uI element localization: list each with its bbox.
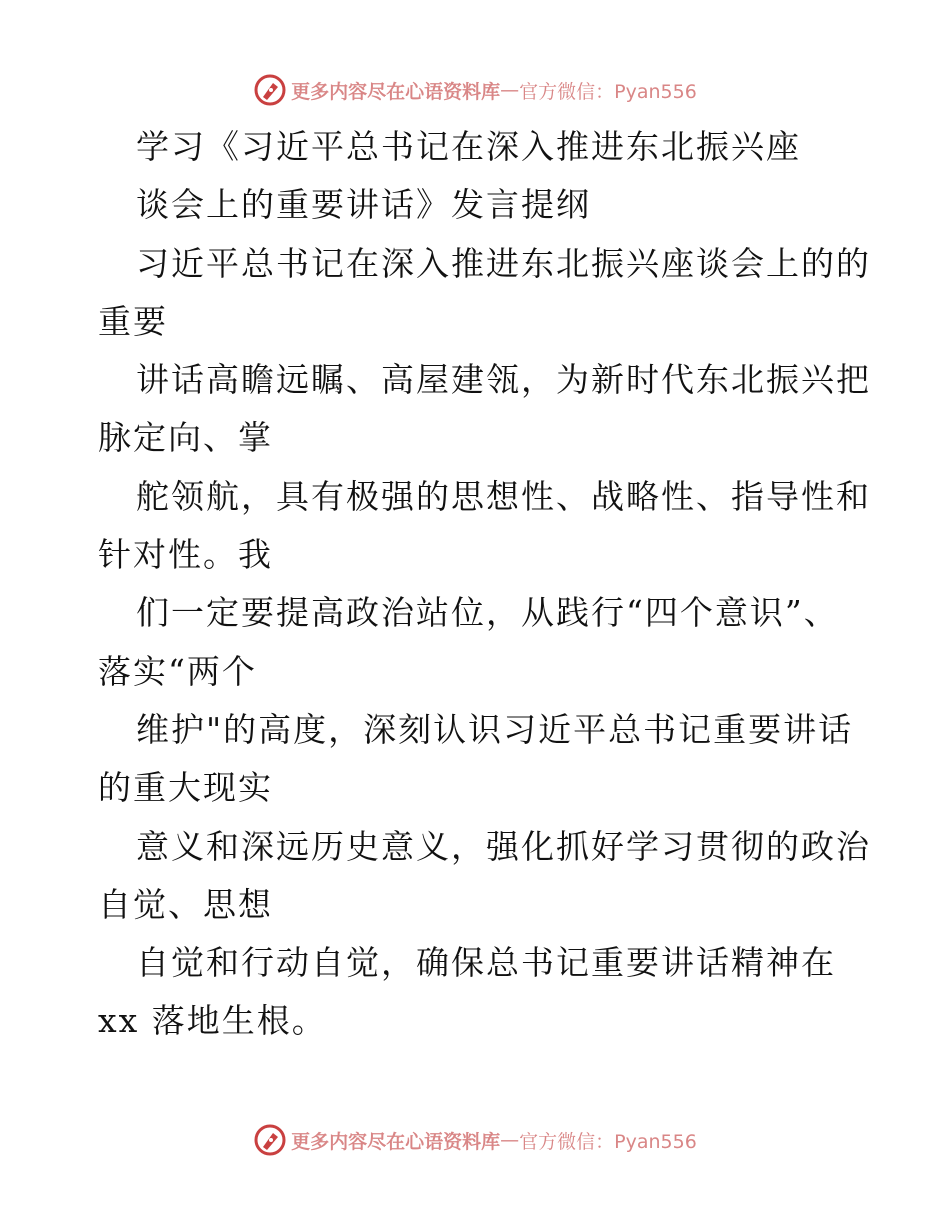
header-watermark-banner xyxy=(0,70,950,110)
pen-nib-logo-icon xyxy=(253,1123,287,1157)
banner-dash: — xyxy=(500,1129,520,1151)
paragraph-line: 舵领航，具有极强的思想性、战略性、指导性和 xyxy=(136,476,871,516)
pen-nib-logo-icon xyxy=(253,73,287,107)
paragraph-line: 习近平总书记在深入推进东北振兴座谈会上的的 xyxy=(136,243,871,283)
paragraph-line: 维护"的高度，深刻认识习近平总书记重要讲话 xyxy=(136,709,854,749)
paragraph-line: xx 落地生根。 xyxy=(98,1001,327,1041)
banner-wechat-text: 官方微信：Pyan556 xyxy=(519,80,697,103)
paragraph-line: 讲话高瞻远瞩、高屋建瓴，为新时代东北振兴把 xyxy=(136,360,871,400)
paragraph-line: 针对性。我 xyxy=(98,535,273,575)
paragraph-line: 意义和深远历史意义，强化抓好学习贯彻的政治 xyxy=(136,826,871,866)
banner-wechat-text: 官方微信：Pyan556 xyxy=(519,1130,697,1153)
document-body xyxy=(98,118,871,1051)
paragraph-line: 自觉、思想 xyxy=(98,884,273,924)
banner-main-text: 更多内容尽在心语资料库 xyxy=(291,80,501,103)
banner-dash: — xyxy=(500,79,520,101)
title-line-1: 学习《习近平总书记在深入推进东北振兴座 xyxy=(136,127,801,166)
paragraph-line: 脉定向、掌 xyxy=(98,418,273,458)
paragraph-line: 重要 xyxy=(98,301,168,341)
paragraph-line: 的重大现实 xyxy=(98,768,273,808)
title-line-2: 谈会上的重要讲话》发言提纲 xyxy=(136,185,591,225)
paragraph-line: 落实“两个 xyxy=(98,651,257,691)
paragraph-line: 自觉和行动自觉，确保总书记重要讲话精神在 xyxy=(136,943,836,983)
banner-main-text: 更多内容尽在心语资料库 xyxy=(291,1130,501,1153)
paragraph-line: 们一定要提高政治站位，从践行“四个意识”、 xyxy=(136,593,839,633)
footer-watermark-banner xyxy=(0,1120,950,1160)
